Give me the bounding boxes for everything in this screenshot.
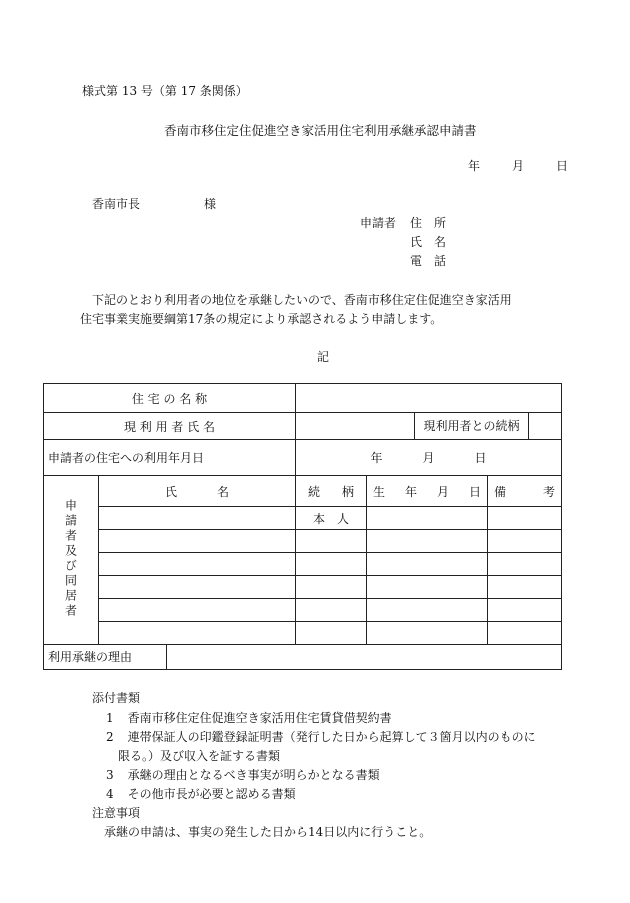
addressee-honorific: 様 (204, 197, 217, 211)
resident-birth-cell[interactable] (367, 530, 488, 553)
attachment-item-continuation: 限る。）及び収入を証する書類 (118, 749, 281, 763)
resident-remarks-cell[interactable] (488, 576, 562, 599)
date-line (468, 157, 568, 174)
form-number: 様式第 13 号（第 17 条関係） (82, 84, 248, 98)
body-line-2: 住宅事業実施要綱第17条の規定により承認されるよう申請します。 (80, 312, 443, 326)
resident-relation-cell[interactable] (296, 599, 367, 622)
attachments-heading: 添付書類 (92, 691, 141, 705)
relation-label: 現利用者との続柄 (415, 413, 529, 439)
resident-name-cell[interactable] (99, 622, 296, 645)
addressee-name: 香南市長 (92, 197, 141, 211)
table-row (44, 507, 562, 530)
resident-birth-cell[interactable] (367, 507, 488, 530)
attachment-item: 2 連帯保証人の印鑑登録証明書（発行した日から起算して３箇月以内のものに (106, 730, 536, 744)
reason-row (44, 645, 562, 670)
resident-name-cell[interactable] (99, 530, 296, 553)
resident-remarks-cell[interactable] (488, 530, 562, 553)
col-header-name: 氏 名 (99, 476, 296, 507)
date-year: 年 (468, 159, 481, 173)
table-row (44, 622, 562, 645)
col-header-relation: 続 柄 (296, 476, 367, 507)
notes-heading: 注意事項 (92, 806, 141, 820)
body-line-1: 下記のとおり利用者の地位を承継したいので、香南市移住定住促進空き家活用 (92, 293, 512, 307)
move-in-month: 月 (422, 451, 435, 465)
document-title: 香南市移住定住促進空き家活用住宅利用承継承認申請書 (164, 123, 477, 138)
resident-relation-cell[interactable] (296, 553, 367, 576)
resident-remarks-cell[interactable] (488, 553, 562, 576)
applicant-role-label: 申請者 (360, 216, 397, 230)
resident-relation-self: 本 人 (296, 507, 367, 530)
date-month: 月 (512, 159, 525, 173)
attachment-item: 4 その他市長が必要と認める書類 (106, 787, 296, 801)
resident-name-cell[interactable] (99, 507, 296, 530)
addressee (92, 195, 216, 212)
table-row (44, 553, 562, 576)
table-row (44, 530, 562, 553)
col-header-birth: 生 年 月 日 (367, 476, 488, 507)
applicant-name-label: 氏 名 (410, 235, 447, 249)
resident-birth-cell[interactable] (367, 553, 488, 576)
notes-text: 承継の申請は、事実の発生した日から14日以内に行うこと。 (104, 825, 432, 839)
table-row (44, 576, 562, 599)
applicant-phone-label: 電 話 (410, 254, 447, 268)
resident-name-cell[interactable] (99, 576, 296, 599)
resident-side-text: 申請者及び同居者 (63, 498, 78, 619)
application-table (43, 383, 562, 670)
attachment-item: 1 香南市移住定住促進空き家活用住宅賃貸借契約書 (106, 711, 392, 725)
resident-birth-cell[interactable] (367, 576, 488, 599)
table-row (44, 599, 562, 622)
resident-name-cell[interactable] (99, 553, 296, 576)
ki-heading: 記 (317, 350, 330, 364)
housing-name-label: 住 宅 の 名 称 (44, 384, 296, 413)
reason-label: 利用承継の理由 (44, 645, 167, 669)
resident-birth-cell[interactable] (367, 599, 488, 622)
date-day: 日 (556, 159, 569, 173)
col-header-remarks: 備 考 (488, 476, 562, 507)
applicant-address-label: 住 所 (410, 216, 447, 230)
resident-name-cell[interactable] (99, 599, 296, 622)
relation-cell (415, 413, 562, 440)
attachment-item: 3 承継の理由となるべき事実が明らかとなる書類 (106, 768, 380, 782)
resident-side-label (44, 476, 99, 645)
current-user-label: 現 利 用 者 氏 名 (44, 413, 296, 440)
move-in-label: 申請者の住宅への利用年月日 (44, 440, 296, 476)
resident-remarks-cell[interactable] (488, 507, 562, 530)
current-user-value[interactable] (296, 413, 415, 440)
resident-relation-cell[interactable] (296, 576, 367, 599)
resident-relation-cell[interactable] (296, 622, 367, 645)
resident-remarks-cell[interactable] (488, 622, 562, 645)
resident-relation-cell[interactable] (296, 530, 367, 553)
resident-remarks-cell[interactable] (488, 599, 562, 622)
move-in-year: 年 (370, 451, 383, 465)
housing-name-value[interactable] (296, 384, 562, 413)
resident-birth-cell[interactable] (367, 622, 488, 645)
move-in-day: 日 (474, 451, 487, 465)
move-in-date[interactable] (296, 440, 562, 476)
